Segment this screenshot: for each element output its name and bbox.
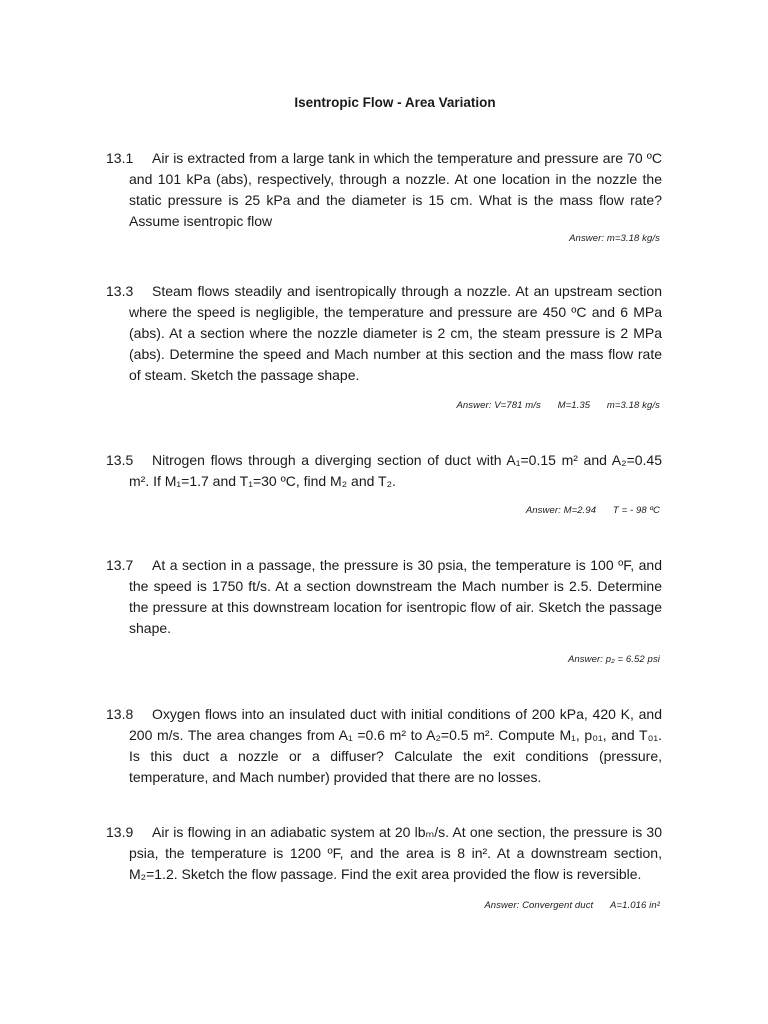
answer-text: Answer: V=781 m/s [456, 400, 541, 411]
answer-13-1 [569, 233, 660, 244]
answer-13-3 [456, 400, 660, 411]
problem-13-9 [106, 822, 662, 885]
answer-13-7 [568, 654, 660, 665]
problem-number: 13.7 [106, 557, 134, 573]
problem-text: Nitrogen flows through a diverging section of duct with A₁=0.15 m² and A₂=0.45 m². If M₁=1.7 and T₁=30 ºC, find M₂ and T₂. [129, 452, 662, 489]
problem-text: At a section in a passage, the pressure is 30 psia, the temperature is 100 ºF, and the speed is 1750 ft/s. At a section downstream the Mach number is 2.5. Determine the pressure at this downstream location for isentropic flow of air. Sketch the passage shape. [129, 557, 662, 636]
problem-number: 13.5 [106, 452, 134, 468]
answer-text: T = - 98 ºC [612, 505, 660, 516]
problem-number: 13.8 [106, 706, 134, 722]
answer-13-9 [484, 900, 660, 911]
problem-13-5 [106, 450, 662, 492]
problem-text: Steam flows steadily and isentropically through a nozzle. At an upstream section where the speed is negligible, the temperature and pressure are 450 ºC and 6 MPa (abs). At a section where the nozzle diameter is 2 cm, the steam pressure is 2 MPa (abs). Determine the speed and Mach number at this section and the mass flow rate of steam. Sketch the passage shape. [129, 283, 662, 383]
problem-13-1 [106, 148, 662, 232]
problem-13-7 [106, 555, 662, 639]
problem-13-3 [106, 281, 662, 386]
answer-text: m=3.18 kg/s [606, 400, 660, 411]
problem-text: Air is extracted from a large tank in which the temperature and pressure are 70 ºC and 101 kPa (abs), respectively, through a nozzle. At one location in the nozzle the static pressure is 25 kPa and the diameter is 15 cm. What is the mass flow rate? Assume isentropic flow [129, 150, 662, 229]
page-title: Isentropic Flow - Area Variation [294, 95, 496, 110]
answer-text: Answer: M=2.94 [525, 505, 597, 516]
problem-number: 13.1 [106, 150, 134, 166]
problem-number: 13.9 [106, 824, 134, 840]
answer-text: A=1.016 in² [610, 900, 660, 911]
answer-text: M=1.35 [557, 400, 591, 411]
problem-text: Air is flowing in an adiabatic system at 20 lbₘ/s. At one section, the pressure is 30 psia, the temperature is 1200 ºF, and the area is 8 in². At a downstream section, M₂=1.2. Sketch the flow passage. Find the exit area provided the flow is reversible. [129, 824, 662, 882]
problem-number: 13.3 [106, 283, 134, 299]
problem-text: Oxygen flows into an insulated duct with initial conditions of 200 kPa, 420 K, and 200 m/s. The area changes from A₁ =0.6 m² to A₂=0.5 m². Compute M₁, p₀₁, and T₀₁. Is this duct a nozzle or a diffuser? Calculate the exit conditions (pressure, temperature, and Mach number) provided that there are no losses. [129, 706, 662, 785]
answer-text: Answer: p₂ = 6.52 psi [567, 654, 660, 665]
problem-13-8 [106, 704, 662, 788]
answer-text: Answer: m=3.18 kg/s [569, 233, 660, 244]
answer-13-5 [526, 505, 660, 516]
answer-text: Answer: Convergent duct [484, 900, 594, 911]
